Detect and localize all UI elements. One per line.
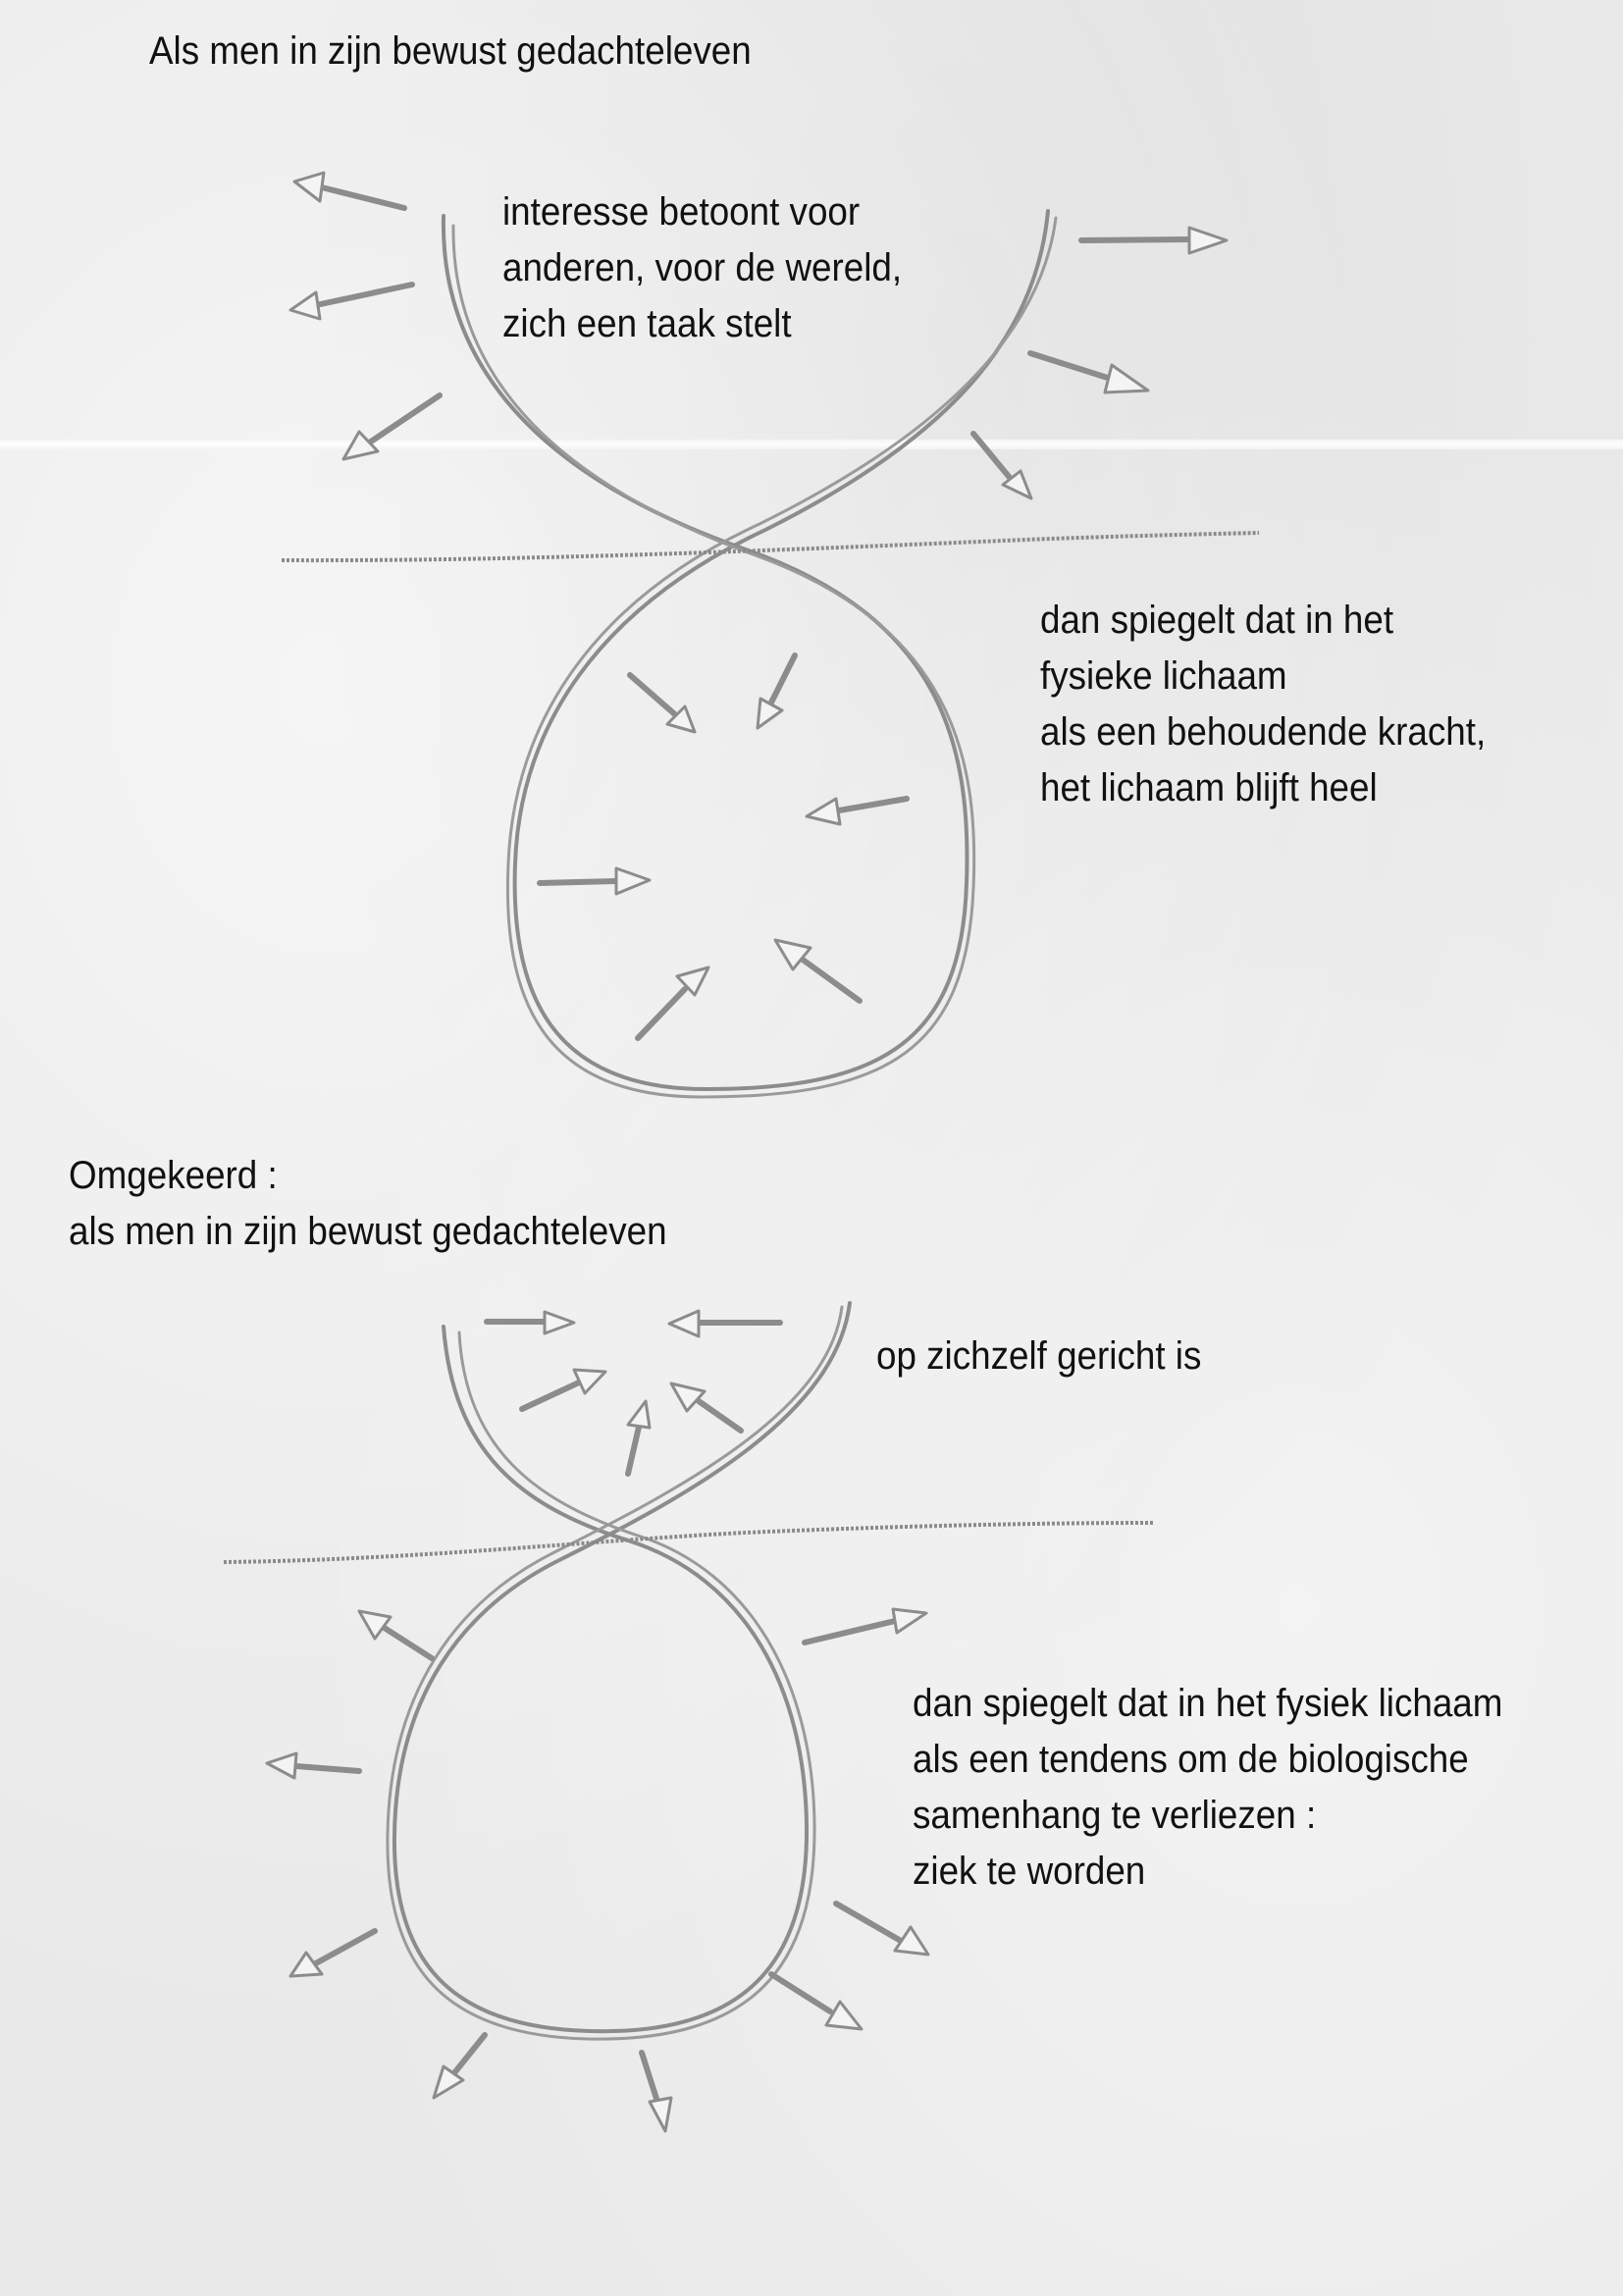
arrow-out-2 [290, 285, 412, 319]
top-inward-arrows [540, 655, 907, 1038]
arrow-out-1 [294, 173, 404, 208]
top-result [1040, 593, 1486, 816]
top-horizon-line [282, 533, 1259, 560]
bottom-horizon-line [224, 1523, 1154, 1562]
top-desc-line-3: zich een taak stelt [502, 302, 792, 345]
top-result-line-1: dan spiegelt dat in het [1040, 599, 1394, 642]
arrow-out-4 [1081, 228, 1227, 253]
arrow-b-out-6 [771, 1974, 862, 2029]
arrow-b-out-8 [642, 2053, 671, 2131]
inverse-intro-line-1: Omgekeerd : [69, 1154, 278, 1197]
top-description [502, 184, 902, 352]
bottom-result-line-2: als een tendens om de biologische [913, 1738, 1469, 1781]
arrow-in-1 [630, 675, 695, 732]
top-desc-line-1: interesse betoont voor [502, 190, 861, 234]
arrow-b-out-3 [267, 1753, 359, 1778]
arrow-b-out-7 [434, 2035, 485, 2098]
intro-line: Als men in zijn bewust gedachteleven [149, 29, 752, 73]
bottom-result-line-4: ziek te worden [913, 1850, 1146, 1893]
bottom-result [913, 1676, 1502, 1900]
top-result-line-3: als een behoudende kracht, [1040, 710, 1487, 754]
arrow-in-4 [540, 868, 650, 894]
top-result-line-4: het lichaam blijft heel [1040, 766, 1378, 809]
arrow-in-2 [758, 655, 795, 728]
bottom-figure-eight [224, 1303, 1154, 2039]
arrow-in-6 [775, 940, 860, 1001]
bottom-description: op zichzelf gericht is [876, 1334, 1202, 1378]
top-result-line-2: fysieke lichaam [1040, 654, 1287, 698]
bottom-result-line-3: samenhang te verliezen : [913, 1794, 1317, 1837]
arrow-b-out-2 [805, 1609, 926, 1643]
arrow-b-in-2 [669, 1311, 780, 1336]
bottom-result-line-1: dan spiegelt dat in het fysiek lichaam [913, 1682, 1503, 1725]
arrow-b-in-4 [628, 1401, 650, 1474]
inverse-intro [69, 1148, 667, 1260]
arrow-out-3 [343, 395, 440, 459]
arrow-b-in-5 [671, 1383, 741, 1431]
arrow-b-in-1 [487, 1312, 574, 1333]
arrow-b-out-5 [290, 1931, 375, 1976]
arrow-b-out-1 [359, 1611, 432, 1658]
arrow-in-3 [807, 799, 907, 824]
bottom-outward-arrows [267, 1609, 928, 2131]
inverse-intro-line-2: als men in zijn bewust gedachteleven [69, 1210, 667, 1253]
arrow-b-out-4 [836, 1904, 928, 1955]
arrow-out-6 [973, 434, 1031, 498]
top-desc-line-2: anderen, voor de wereld, [502, 246, 903, 289]
arrow-out-5 [1030, 353, 1148, 392]
arrow-in-5 [638, 967, 708, 1038]
arrow-b-in-3 [522, 1370, 605, 1409]
